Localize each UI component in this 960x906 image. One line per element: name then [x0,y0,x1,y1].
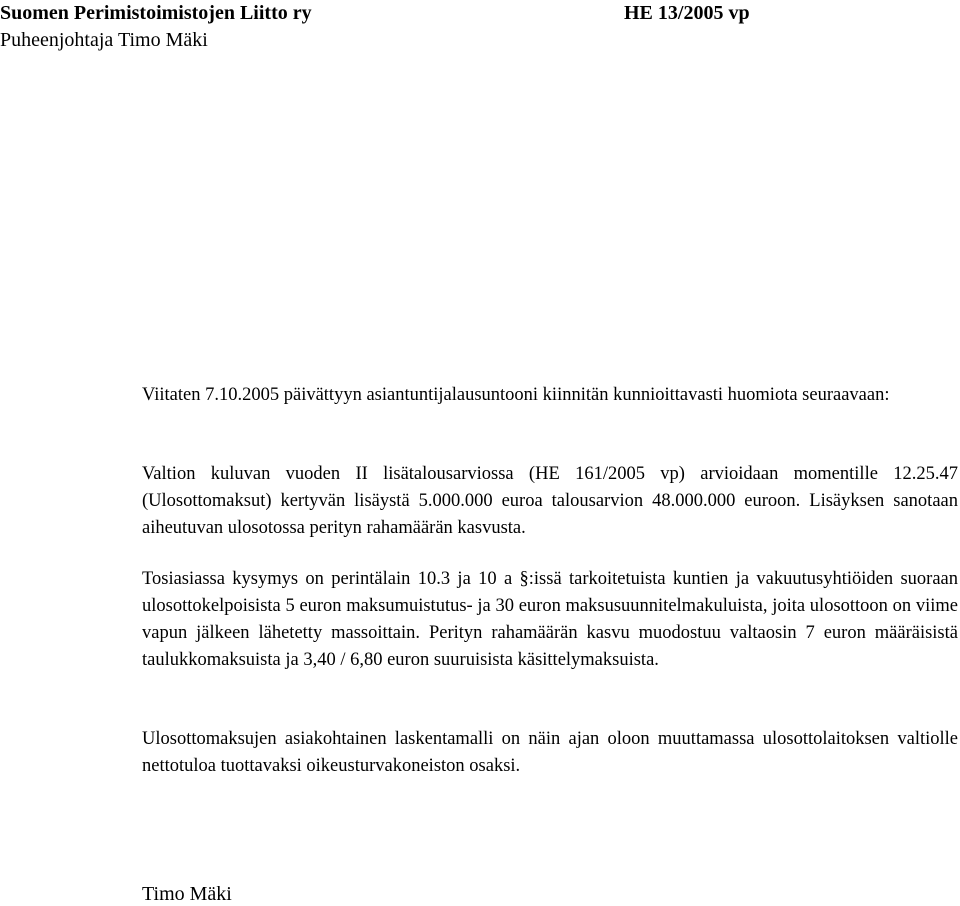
organization-name: Suomen Perimistoimistojen Liitto ry [0,2,312,24]
paragraph-conclusion: Ulosottomaksujen asiakohtainen laskentamalli on näin ajan oloon muuttamassa ulosottolaitoksen valtiolle nettotuloa tuottavaksi oikeusturvakoneiston osaksi. [142,729,958,776]
author-title: Puheenjohtaja Timo Mäki [0,29,208,51]
paragraph-fees: Tosiasiassa kysymys on perintälain 10.3 ja 10 a §:issä tarkoitetuista kuntien ja vakuutusyhtiöiden suoraan ulosottokelpoisista 5 euron maksumuistutus- ja 30 euron maksusuunnitelmakuluista, joita ulosottoon on viime vapun jälkeen lähetetty massoittain. Perityn rahamäärän kasvu muodostuu valtaosin 7 euron määräisistä taulukkomaksuista ja 3,40 / 6,80 euron suuruisista käsittelymaksuista. [142,569,958,670]
signature: Timo Mäki [142,883,232,905]
paragraph-budget: Valtion kuluvan vuoden II lisätalousarviossa (HE 161/2005 vp) arvioidaan momentille 12.25.47 (Ulosottomaksut) kertyvän lisäystä 5.000.000 euroa talousarvion 48.000.000 euroon. Lisäyksen sanotaan aiheutuvan ulosotossa perityn rahamäärän kasvusta. [142,464,958,538]
document-reference: HE 13/2005 vp [624,2,750,24]
paragraph-intro: Viitaten 7.10.2005 päivättyyn asiantuntijalausuntooni kiinnitän kunnioittavasti huomiota seuraavaan: [142,385,890,405]
